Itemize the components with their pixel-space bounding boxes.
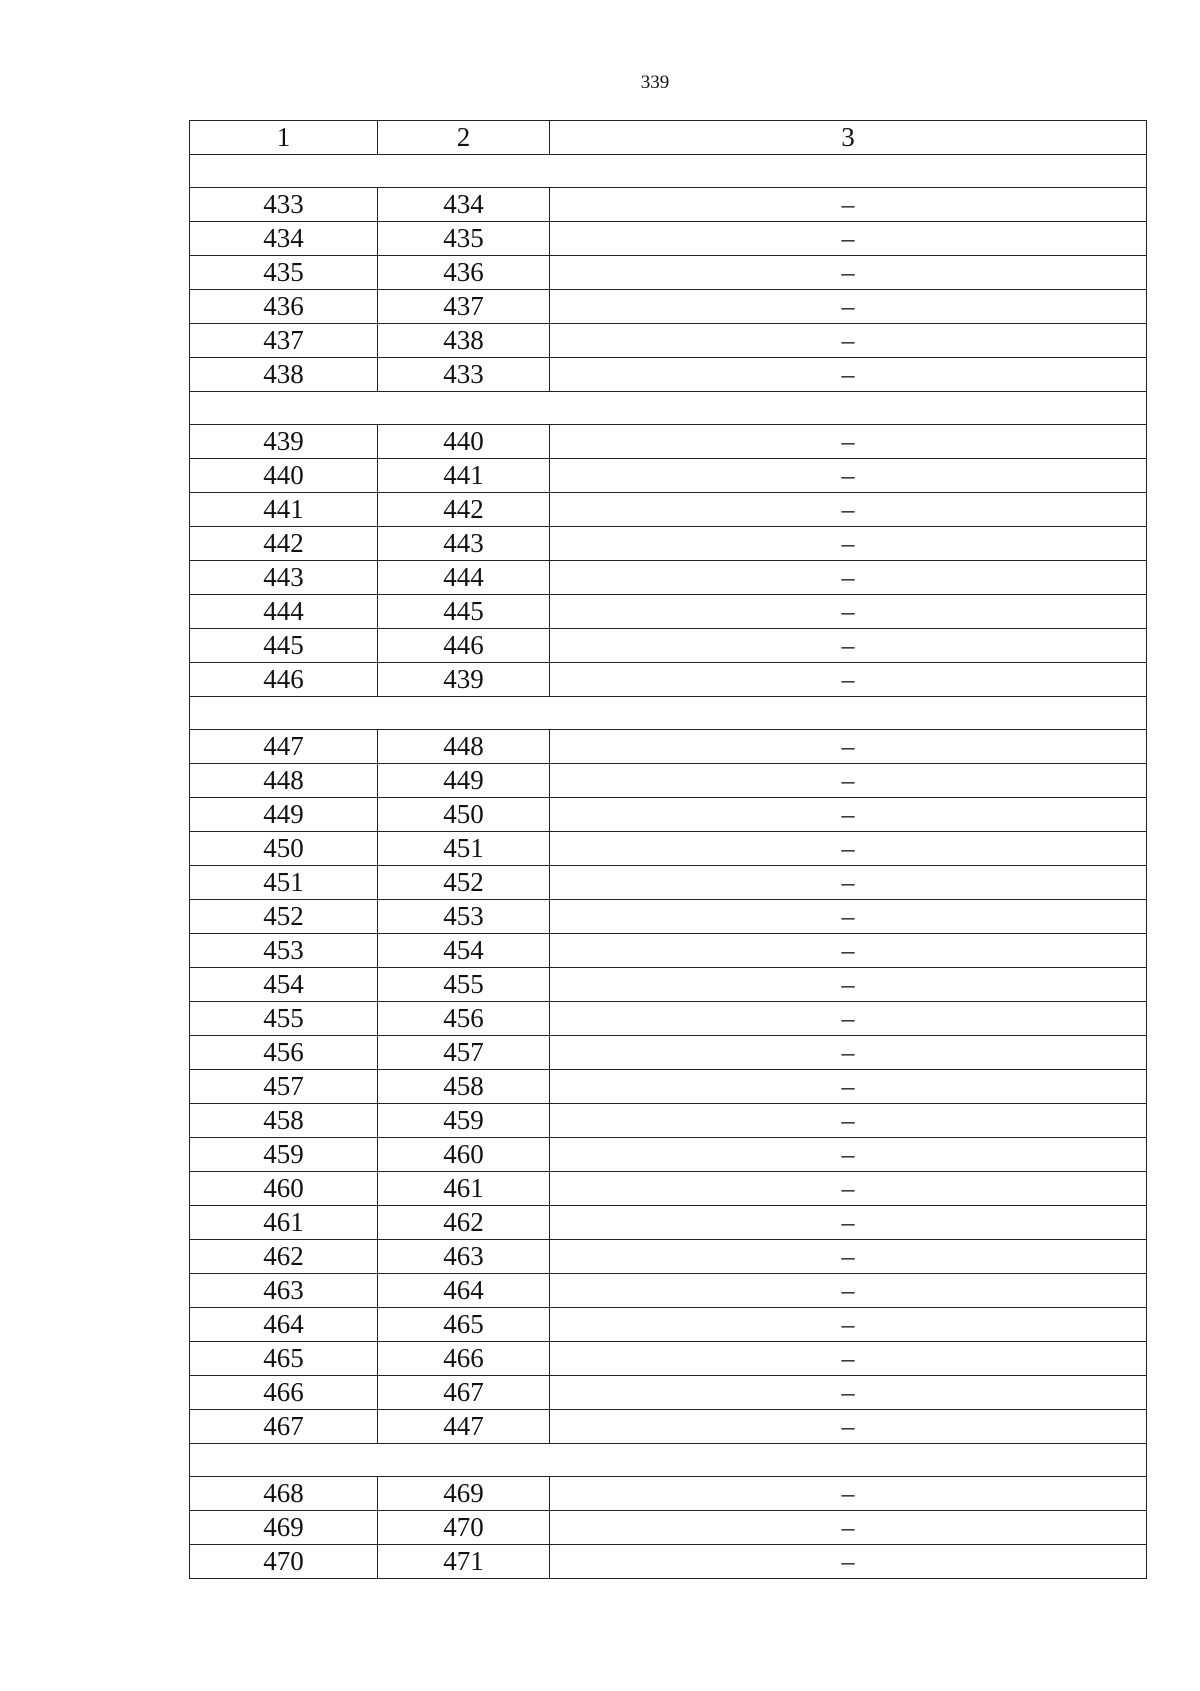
table-cell-col-1: 452: [190, 900, 378, 934]
table-row: [190, 629, 1147, 663]
table-cell-col-3: –: [550, 1308, 1147, 1342]
table-cell-col-2: 456: [378, 1002, 550, 1036]
table-row: [190, 764, 1147, 798]
table-row: [190, 493, 1147, 527]
table-cell-col-2: 455: [378, 968, 550, 1002]
table-cell-col-2: 433: [378, 358, 550, 392]
table-cell-col-3: –: [550, 832, 1147, 866]
table-row: [190, 1376, 1147, 1410]
table-cell-col-3: –: [550, 1172, 1147, 1206]
table-cell-col-1: 447: [190, 730, 378, 764]
table-cell-col-1: 466: [190, 1376, 378, 1410]
table-cell-col-2: 439: [378, 663, 550, 697]
table-cell-col-2: 460: [378, 1138, 550, 1172]
table-row: [190, 1070, 1147, 1104]
table-cell-col-1: 455: [190, 1002, 378, 1036]
table-cell-col-2: 449: [378, 764, 550, 798]
table-cell-col-1: 444: [190, 595, 378, 629]
table-cell-col-3: –: [550, 866, 1147, 900]
table-cell-col-1: 458: [190, 1104, 378, 1138]
table-cell-col-3: –: [550, 425, 1147, 459]
table-cell-col-3: –: [550, 1240, 1147, 1274]
table-row: [190, 1206, 1147, 1240]
table-cell-col-2: 465: [378, 1308, 550, 1342]
table-cell-col-2: 467: [378, 1376, 550, 1410]
table-row: [190, 595, 1147, 629]
table-cell-col-1: 450: [190, 832, 378, 866]
table-cell-col-3: –: [550, 1410, 1147, 1444]
table-row: [190, 1240, 1147, 1274]
table-cell-col-2: 446: [378, 629, 550, 663]
table-cell-col-2: 435: [378, 222, 550, 256]
table-cell-col-3: –: [550, 290, 1147, 324]
table-cell-col-1: 457: [190, 1070, 378, 1104]
table-cell-col-1: 445: [190, 629, 378, 663]
table-cell-col-1: 449: [190, 798, 378, 832]
table-cell-col-3: –: [550, 798, 1147, 832]
table-cell-col-2: 458: [378, 1070, 550, 1104]
table-cell-col-1: 434: [190, 222, 378, 256]
table-cell-col-1: 463: [190, 1274, 378, 1308]
table-row: [190, 561, 1147, 595]
table-cell-col-3: –: [550, 663, 1147, 697]
table-row: [190, 663, 1147, 697]
table-row: [190, 527, 1147, 561]
table-cell-col-2: 452: [378, 866, 550, 900]
table-row: [190, 934, 1147, 968]
table-cell-col-2: 450: [378, 798, 550, 832]
table-cell-col-2: 438: [378, 324, 550, 358]
table-cell-col-1: 443: [190, 561, 378, 595]
table-cell-col-2: 466: [378, 1342, 550, 1376]
table-cell-col-3: –: [550, 1342, 1147, 1376]
table-cell-col-1: 461: [190, 1206, 378, 1240]
table-cell-col-2: 461: [378, 1172, 550, 1206]
table-row: [190, 1342, 1147, 1376]
table-cell-col-1: 441: [190, 493, 378, 527]
table-cell-col-1: 460: [190, 1172, 378, 1206]
table-row: [190, 1477, 1147, 1511]
table-cell-col-1: 440: [190, 459, 378, 493]
table-cell-col-1: 469: [190, 1511, 378, 1545]
header-cell-3: 3: [550, 121, 1147, 155]
table-cell-col-3: –: [550, 493, 1147, 527]
table-row: [190, 459, 1147, 493]
table-cell-col-2: 447: [378, 1410, 550, 1444]
table-cell-col-3: –: [550, 1002, 1147, 1036]
table-cell-col-1: 438: [190, 358, 378, 392]
table-cell-col-2: 444: [378, 561, 550, 595]
table-cell-col-3: –: [550, 188, 1147, 222]
table-cell-col-3: –: [550, 900, 1147, 934]
table-cell-col-2: 440: [378, 425, 550, 459]
table-cell-col-3: –: [550, 358, 1147, 392]
table-cell-col-3: –: [550, 256, 1147, 290]
table-row: [190, 324, 1147, 358]
table-row: [190, 900, 1147, 934]
table-cell-col-1: 439: [190, 425, 378, 459]
table-cell-col-1: 451: [190, 866, 378, 900]
table-cell-col-2: 436: [378, 256, 550, 290]
table-cell-col-2: 463: [378, 1240, 550, 1274]
group-separator-row: [190, 392, 1147, 425]
table-row: [190, 1036, 1147, 1070]
table-cell-col-1: 468: [190, 1477, 378, 1511]
table-cell-col-2: 445: [378, 595, 550, 629]
table-row: [190, 1545, 1147, 1579]
table-cell-col-1: 436: [190, 290, 378, 324]
table-cell-col-2: 448: [378, 730, 550, 764]
table-cell-col-2: 453: [378, 900, 550, 934]
group-separator-cell: [190, 697, 1147, 730]
table-cell-col-2: 443: [378, 527, 550, 561]
table-cell-col-1: 442: [190, 527, 378, 561]
table-row: [190, 256, 1147, 290]
table-row: [190, 1002, 1147, 1036]
table-cell-col-3: –: [550, 1274, 1147, 1308]
table-cell-col-1: 446: [190, 663, 378, 697]
table-cell-col-3: –: [550, 527, 1147, 561]
header-cell-1: 1: [190, 121, 378, 155]
table-row: [190, 1138, 1147, 1172]
table-cell-col-3: –: [550, 629, 1147, 663]
table-cell-col-3: –: [550, 1036, 1147, 1070]
table-cell-col-3: –: [550, 764, 1147, 798]
table-row: [190, 425, 1147, 459]
table-cell-col-3: –: [550, 1206, 1147, 1240]
table-cell-col-1: 456: [190, 1036, 378, 1070]
table-row: [190, 1511, 1147, 1545]
table-cell-col-1: 459: [190, 1138, 378, 1172]
table-cell-col-2: 434: [378, 188, 550, 222]
table-cell-col-3: –: [550, 730, 1147, 764]
table-cell-col-2: 469: [378, 1477, 550, 1511]
table-row: [190, 730, 1147, 764]
table-row: [190, 832, 1147, 866]
table-cell-col-1: 435: [190, 256, 378, 290]
table-cell-col-3: –: [550, 1545, 1147, 1579]
table-cell-col-3: –: [550, 1070, 1147, 1104]
table-cell-col-2: 462: [378, 1206, 550, 1240]
table-cell-col-3: –: [550, 222, 1147, 256]
table-cell-col-3: –: [550, 934, 1147, 968]
table-cell-col-2: 459: [378, 1104, 550, 1138]
table-header-row: [190, 121, 1147, 155]
table-cell-col-1: 448: [190, 764, 378, 798]
table-cell-col-3: –: [550, 1104, 1147, 1138]
group-separator-cell: [190, 1444, 1147, 1477]
table-cell-col-3: –: [550, 324, 1147, 358]
group-separator-row: [190, 155, 1147, 188]
table-row: [190, 1410, 1147, 1444]
table-cell-col-1: 467: [190, 1410, 378, 1444]
page-number: 339: [640, 72, 670, 93]
table-cell-col-3: –: [550, 1376, 1147, 1410]
table-cell-col-2: 437: [378, 290, 550, 324]
table-cell-col-2: 441: [378, 459, 550, 493]
table-cell-col-3: –: [550, 1138, 1147, 1172]
table-cell-col-1: 465: [190, 1342, 378, 1376]
table-cell-col-3: –: [550, 459, 1147, 493]
header-cell-2: 2: [378, 121, 550, 155]
group-separator-row: [190, 697, 1147, 730]
table-cell-col-1: 454: [190, 968, 378, 1002]
table-row: [190, 968, 1147, 1002]
table-cell-col-1: 453: [190, 934, 378, 968]
table-cell-col-1: 470: [190, 1545, 378, 1579]
points-table: [189, 120, 1147, 1579]
table-cell-col-2: 442: [378, 493, 550, 527]
table-row: [190, 866, 1147, 900]
table-cell-col-1: 462: [190, 1240, 378, 1274]
table-cell-col-3: –: [550, 1477, 1147, 1511]
table-cell-col-1: 437: [190, 324, 378, 358]
table-cell-col-2: 451: [378, 832, 550, 866]
table-cell-col-2: 457: [378, 1036, 550, 1070]
table-row: [190, 358, 1147, 392]
table-row: [190, 1274, 1147, 1308]
table-cell-col-2: 454: [378, 934, 550, 968]
table-body: [190, 121, 1147, 1579]
table-row: [190, 1308, 1147, 1342]
table-cell-col-2: 471: [378, 1545, 550, 1579]
table-row: [190, 188, 1147, 222]
table-cell-col-1: 433: [190, 188, 378, 222]
group-separator-cell: [190, 155, 1147, 188]
table-row: [190, 290, 1147, 324]
table-cell-col-3: –: [550, 561, 1147, 595]
table-row: [190, 1104, 1147, 1138]
table-cell-col-3: –: [550, 968, 1147, 1002]
table-cell-col-3: –: [550, 1511, 1147, 1545]
table-row: [190, 222, 1147, 256]
table-cell-col-3: –: [550, 595, 1147, 629]
group-separator-cell: [190, 392, 1147, 425]
table-cell-col-2: 470: [378, 1511, 550, 1545]
group-separator-row: [190, 1444, 1147, 1477]
table-row: [190, 798, 1147, 832]
table-cell-col-1: 464: [190, 1308, 378, 1342]
table-row: [190, 1172, 1147, 1206]
table-cell-col-2: 464: [378, 1274, 550, 1308]
